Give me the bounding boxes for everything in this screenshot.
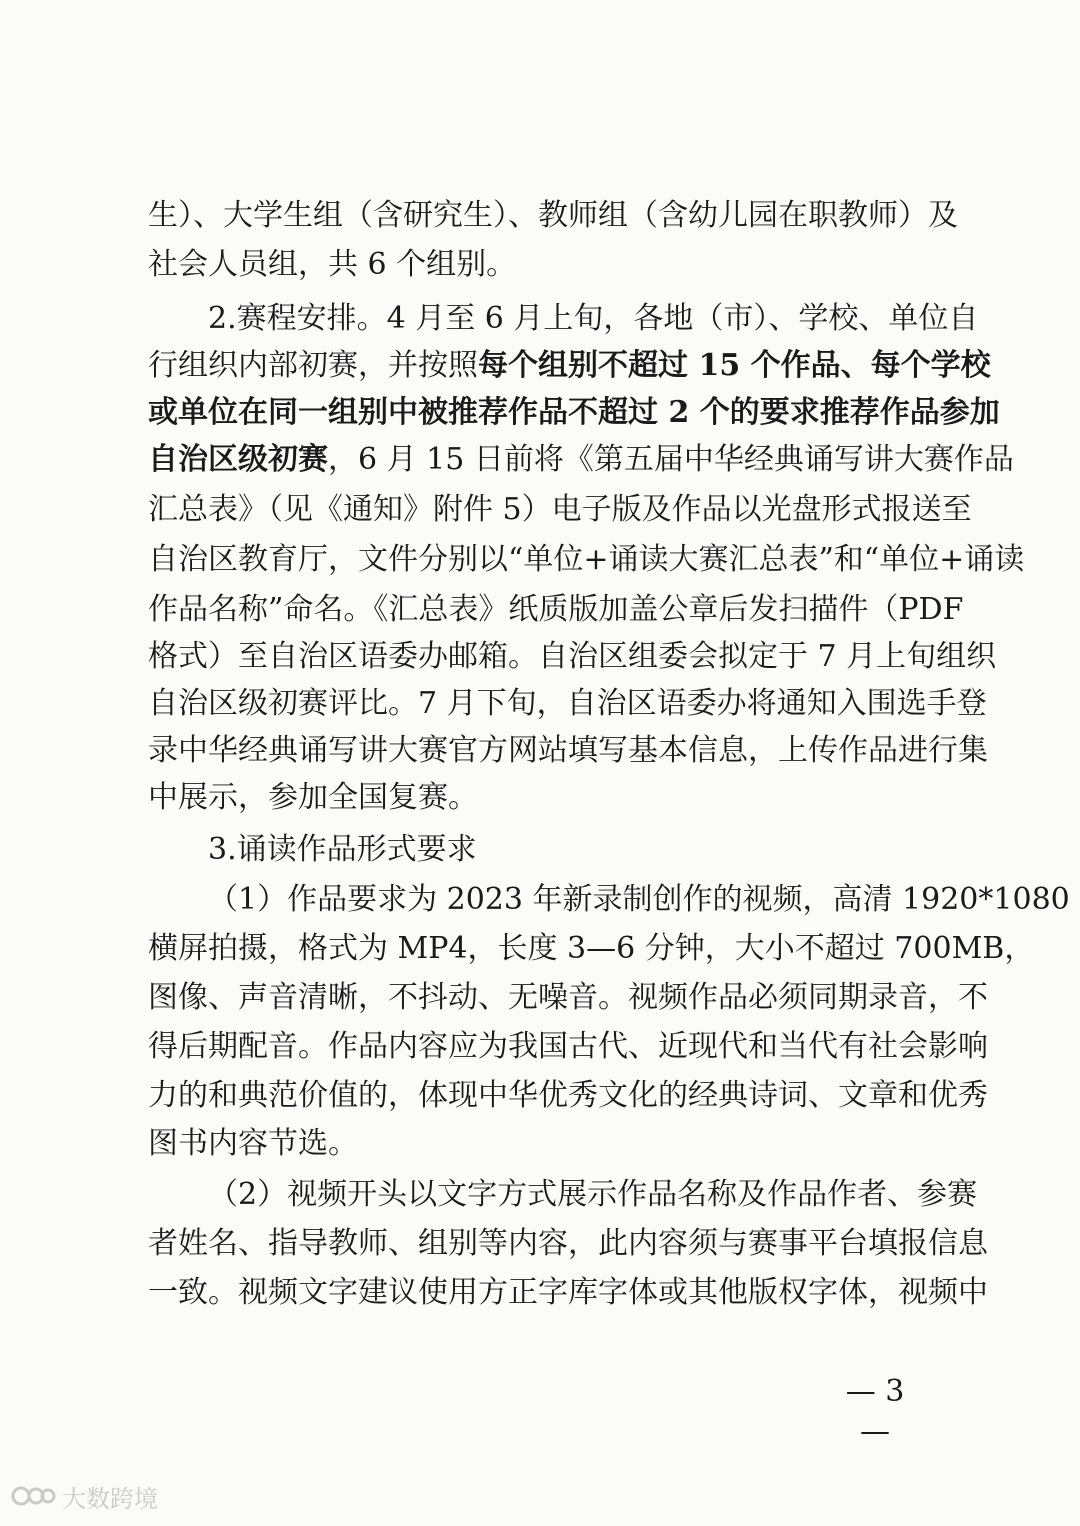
text-line bbox=[148, 684, 987, 724]
text-line bbox=[148, 1124, 953, 1164]
text-segment: 录中华经典诵写讲大赛官方网站填写基本信息，上传作品进行集 bbox=[148, 733, 988, 768]
bold-text-segment: 或单位在同一组别中被推荐作品不超过 2 个的要求推荐作品参加 bbox=[148, 395, 1000, 430]
text-line bbox=[148, 978, 988, 1018]
watermark-text: 大数跨境 bbox=[62, 1484, 158, 1513]
text-line bbox=[148, 245, 953, 285]
text-segment: 自治区教育厅，文件分别以“单位+诵读大赛汇总表”和“单位+诵读 bbox=[148, 542, 1025, 577]
text-line bbox=[208, 1175, 978, 1215]
text-segment: 格式）至自治区语委办邮箱。自治区组委会拟定于 7 月上旬组织 bbox=[148, 639, 997, 674]
text-line bbox=[148, 540, 1025, 580]
text-line bbox=[148, 346, 991, 386]
text-segment: 自治区级初赛评比。7 月下旬，自治区语委办将通知入围选手登 bbox=[148, 686, 987, 721]
text-line bbox=[148, 1224, 988, 1264]
text-segment: 3.诵读作品形式要求 bbox=[208, 832, 477, 867]
text-line bbox=[148, 637, 997, 677]
text-line bbox=[208, 830, 953, 870]
text-line bbox=[148, 778, 953, 818]
text-segment: 汇总表》（见《通知》附件 5）电子版及作品以光盘形式报送至 bbox=[148, 492, 972, 527]
text-line bbox=[148, 490, 972, 530]
text-line bbox=[148, 1027, 988, 1067]
text-segment: 图书内容节选。 bbox=[148, 1126, 358, 1161]
text-segment: 横屏拍摄，格式为 MP4，长度 3—6 分钟，大小不超过 700MB， bbox=[148, 931, 1035, 966]
text-segment: 者姓名、指导教师、组别等内容，此内容须与赛事平台填报信息 bbox=[148, 1226, 988, 1261]
page-number: — 3 — bbox=[845, 1374, 905, 1449]
text-segment: 图像、声音清晰，不抖动、无噪音。视频作品必须同期录音，不 bbox=[148, 980, 988, 1015]
text-segment: （2）视频开头以文字方式展示作品名称及作品作者、参赛 bbox=[208, 1177, 978, 1212]
text-line bbox=[208, 299, 979, 339]
bold-text-segment: 每个组别不超过 15 个作品、每个学校 bbox=[478, 348, 991, 383]
text-line bbox=[148, 590, 964, 630]
text-line bbox=[148, 1076, 988, 1116]
text-line bbox=[148, 1273, 988, 1313]
text-segment: 2.赛程安排。4 月至 6 月上旬，各地（市）、学校、单位自 bbox=[208, 301, 979, 336]
text-line bbox=[148, 731, 988, 771]
text-line bbox=[208, 880, 1070, 920]
text-segment: （1）作品要求为 2023 年新录制创作的视频，高清 1920*1080 bbox=[208, 882, 1070, 917]
bold-text-segment: 自治区级初赛 bbox=[148, 442, 328, 477]
text-segment: 得后期配音。作品内容应为我国古代、近现代和当代有社会影响 bbox=[148, 1029, 988, 1064]
text-line bbox=[148, 929, 1035, 969]
text-line bbox=[148, 196, 958, 236]
text-segment: 生）、大学生组（含研究生）、教师组（含幼儿园在职教师）及 bbox=[148, 198, 958, 233]
brand-logo-icon bbox=[10, 1481, 56, 1511]
text-segment: 中展示，参加全国复赛。 bbox=[148, 780, 478, 815]
text-line bbox=[148, 393, 1000, 433]
text-segment: ，6 月 15 日前将《第五届中华经典诵写讲大赛作品 bbox=[328, 442, 1014, 477]
text-segment: 一致。视频文字建议使用方正字库字体或其他版权字体，视频中 bbox=[148, 1275, 988, 1310]
text-segment: 社会人员组，共 6 个组别。 bbox=[148, 247, 517, 282]
watermark bbox=[10, 1478, 158, 1514]
text-segment: 作品名称”命名。《汇总表》纸质版加盖公章后发扫描件（PDF bbox=[148, 592, 964, 627]
text-segment: 行组织内部初赛，并按照 bbox=[148, 348, 478, 383]
text-segment: 力的和典范价值的，体现中华优秀文化的经典诗词、文章和优秀 bbox=[148, 1078, 988, 1113]
text-line bbox=[148, 440, 1014, 480]
